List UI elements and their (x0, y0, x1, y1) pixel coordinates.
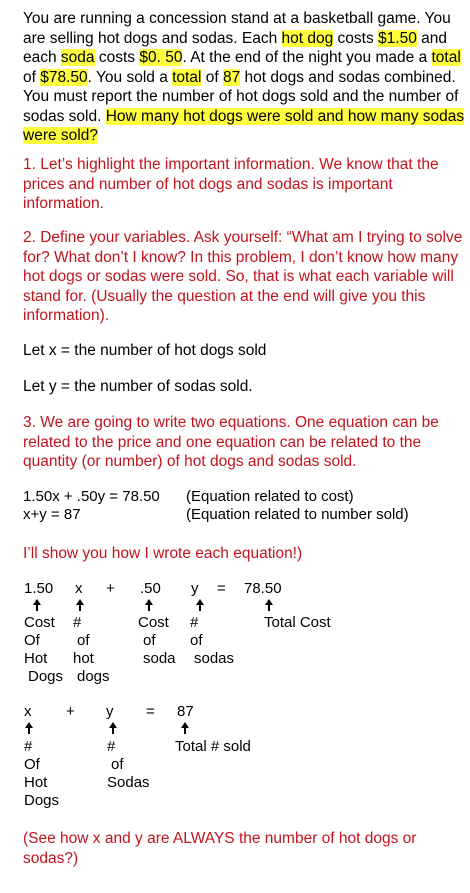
label-total-cost: Total Cost (264, 614, 331, 631)
plus-sign: + (106, 580, 115, 597)
term-y: y (106, 703, 114, 720)
arrow-up-icon (25, 722, 33, 734)
arrow-up-icon (109, 722, 117, 734)
problem-text: . At the end of the night you made a (182, 49, 432, 66)
equals-sign: = (146, 703, 155, 720)
term-x: x (24, 703, 32, 720)
label-number-of-hot-dogs: # Of Hot Dogs (24, 738, 60, 809)
label-total-number-sold: Total # sold (175, 738, 251, 755)
highlight-price-soda: $0. 50 (139, 49, 183, 66)
step-1: 1. Let’s highlight the important information. We know that the prices and number of hot dogs and sodas is important information. (23, 156, 439, 212)
problem-text: costs (94, 49, 140, 66)
term-87: 87 (177, 703, 194, 720)
highlight-hot-dog: hot dog (281, 29, 334, 47)
equation-cost-note: (Equation related to cost) (186, 488, 354, 505)
label-cost-of-soda: Cost of soda (138, 614, 176, 667)
label-number-of-sodas: # of sodas (190, 614, 235, 667)
highlight-soda: soda (60, 49, 95, 66)
problem-text: You are running a concession stand at a basketball game. You are selling hot dogs and sodas. Each (23, 10, 451, 47)
problem-text: costs (333, 29, 379, 47)
plus-sign: + (66, 703, 75, 720)
term-0-50: .50 (140, 580, 161, 597)
problem-paragraph (23, 9, 468, 146)
highlight-total: total (172, 68, 202, 86)
label-number-of-hot-dogs: # of hot dogs (73, 614, 110, 685)
term-1-50: 1.50 (24, 580, 54, 597)
step-2: 2. Define your variables. Ask yourself: “What am I trying to solve for? What don’t I know? In this problem, I don’t know how many hot dogs or sodas were sold. So, that is what each variable will stand for. (Usually the question at the end will give you this information). (23, 229, 463, 324)
equation-count-note: (Equation related to number sold) (186, 506, 409, 523)
highlight-count: 87 (222, 68, 241, 86)
highlight-price-hot-dog: $1.50 (378, 29, 417, 47)
label-number-of-sodas: # of Sodas (107, 738, 150, 791)
arrow-up-icon (181, 722, 189, 734)
term-78-50: 78.50 (244, 580, 282, 597)
problem-text: of (23, 68, 41, 86)
step-3: 3. We are going to write two equations. One equation can be related to the price and one equation can be related to the quantity (or number) of hot dogs and sodas sold. (23, 414, 439, 470)
variable-x-definition: Let x = the number of hot dogs sold (23, 342, 267, 359)
problem-text: hot dogs and sodas combined. You must report the number of hot dogs sold and the number of sodas sold. (23, 68, 459, 125)
arrow-up-icon (145, 599, 153, 611)
equation-count: x+y = 87 (23, 506, 81, 523)
arrow-up-icon (265, 599, 273, 611)
problem-text: and each (23, 29, 447, 66)
highlight-amount: $78.50 (40, 68, 88, 86)
equals-sign: = (217, 580, 226, 597)
highlight-total: total (431, 49, 461, 66)
arrow-up-icon (33, 599, 41, 611)
closing-note: (See how x and y are ALWAYS the number of hot dogs or sodas?) (23, 830, 417, 867)
equation-cost: 1.50x + .50y = 78.50 (23, 488, 160, 505)
problem-text: . You sold a (87, 68, 173, 86)
problem-text: of (201, 68, 223, 86)
arrow-up-icon (76, 599, 84, 611)
highlight-question: How many hot dogs were sold and how many sodas were sold? (23, 107, 465, 144)
term-y: y (191, 580, 199, 597)
arrow-up-icon (196, 599, 204, 611)
label-cost-of-hot-dogs: Cost Of Hot Dogs (24, 614, 64, 685)
term-x: x (75, 580, 83, 597)
variable-y-definition: Let y = the number of sodas sold. (23, 378, 253, 395)
show-equations-line: I’ll show you how I wrote each equation!) (23, 545, 303, 562)
